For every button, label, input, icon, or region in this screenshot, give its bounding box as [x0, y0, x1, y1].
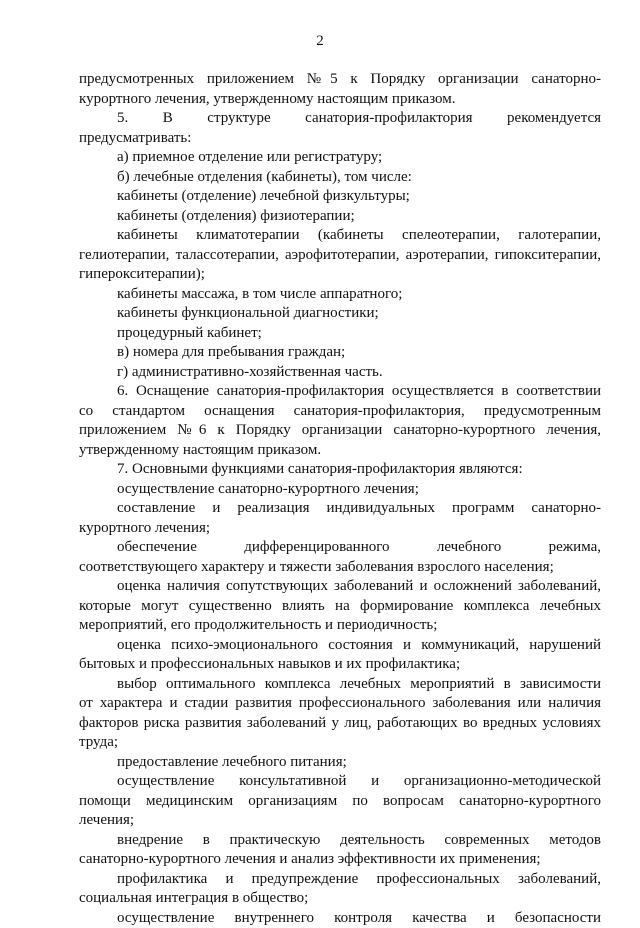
- text-line: осуществление внутреннего контроля качества и безопасности: [79, 909, 601, 928]
- text-line: обеспечение дифференцированного лечебного режима,: [79, 538, 601, 558]
- text-line: труда;: [79, 733, 601, 753]
- text-line: 6. Оснащение санатория-профилактория осуществляется в соответствии: [79, 382, 601, 402]
- text-line: курортного лечения, утвержденному настоящим приказом.: [79, 90, 601, 110]
- text-line: лечения;: [79, 811, 601, 831]
- text-line: бытовых и профессиональных навыков и их профилактика;: [79, 655, 601, 675]
- text-line: 7. Основными функциями санатория-профилактория являются:: [79, 460, 601, 480]
- text-line: утвержденному настоящим приказом.: [79, 441, 601, 461]
- text-line: г) административно-хозяйственная часть.: [79, 363, 601, 383]
- text-line: профилактика и предупреждение профессиональных заболеваний,: [79, 870, 601, 890]
- text-line: внедрение в практическую деятельность современных методов: [79, 831, 601, 851]
- text-line: процедурный кабинет;: [79, 324, 601, 344]
- text-line: помощи медицинским организациям по вопросам санаторно-курортного: [79, 792, 601, 812]
- text-line: кабинеты функциональной диагностики;: [79, 304, 601, 324]
- text-line: 5. В структуре санатория-профилактория рекомендуется: [79, 109, 601, 129]
- text-line: мероприятий, его продолжительность и периодичность;: [79, 616, 601, 636]
- text-line: в) номера для пребывания граждан;: [79, 343, 601, 363]
- text-line: а) приемное отделение или регистратуру;: [79, 148, 601, 168]
- page-number: 2: [0, 32, 640, 50]
- text-line: со стандартом оснащения санатория-профилактория, предусмотренным: [79, 402, 601, 422]
- text-line: оценка наличия сопутствующих заболеваний и осложнений заболеваний,: [79, 577, 601, 597]
- text-line: гиперокситерапии);: [79, 265, 601, 285]
- text-line: кабинеты климатотерапии (кабинеты спелеотерапии, галотерапии,: [79, 226, 601, 246]
- text-line: оценка психо-эмоционального состояния и коммуникаций, нарушений: [79, 636, 601, 656]
- document-body: [79, 70, 601, 928]
- text-line: осуществление санаторно-курортного лечения;: [79, 480, 601, 500]
- text-line: гелиотерапии, талассотерапии, аэрофитотерапии, аэротерапии, гипокситерапии,: [79, 246, 601, 266]
- text-line: соответствующего характеру и тяжести заболевания взрослого населения;: [79, 558, 601, 578]
- text-line: которые могут существенно влиять на формирование комплекса лечебных: [79, 597, 601, 617]
- text-line: кабинеты (отделения) физиотерапии;: [79, 207, 601, 227]
- text-line: б) лечебные отделения (кабинеты), том числе:: [79, 168, 601, 188]
- text-line: курортного лечения;: [79, 519, 601, 539]
- text-line: санаторно-курортного лечения и анализ эффективности их применения;: [79, 850, 601, 870]
- text-line: от характера и стадии развития профессионального заболевания или наличия: [79, 694, 601, 714]
- text-line: составление и реализация индивидуальных программ санаторно-: [79, 499, 601, 519]
- text-line: кабинеты массажа, в том числе аппаратного;: [79, 285, 601, 305]
- text-line: приложением №6 к Порядку организации санаторно-курортного лечения,: [79, 421, 601, 441]
- text-line: социальная интеграция в общество;: [79, 889, 601, 909]
- text-line: осуществление консультативной и организационно-методической: [79, 772, 601, 792]
- text-line: выбор оптимального комплекса лечебных мероприятий в зависимости: [79, 675, 601, 695]
- text-line: кабинеты (отделение) лечебной физкультуры;: [79, 187, 601, 207]
- text-line: предусмотренных приложением №5 к Порядку организации санаторно-: [79, 70, 601, 90]
- text-line: факторов риска развития заболеваний у лиц, работающих во вредных условиях: [79, 714, 601, 734]
- text-line: предоставление лечебного питания;: [79, 753, 601, 773]
- text-line: предусматривать:: [79, 129, 601, 149]
